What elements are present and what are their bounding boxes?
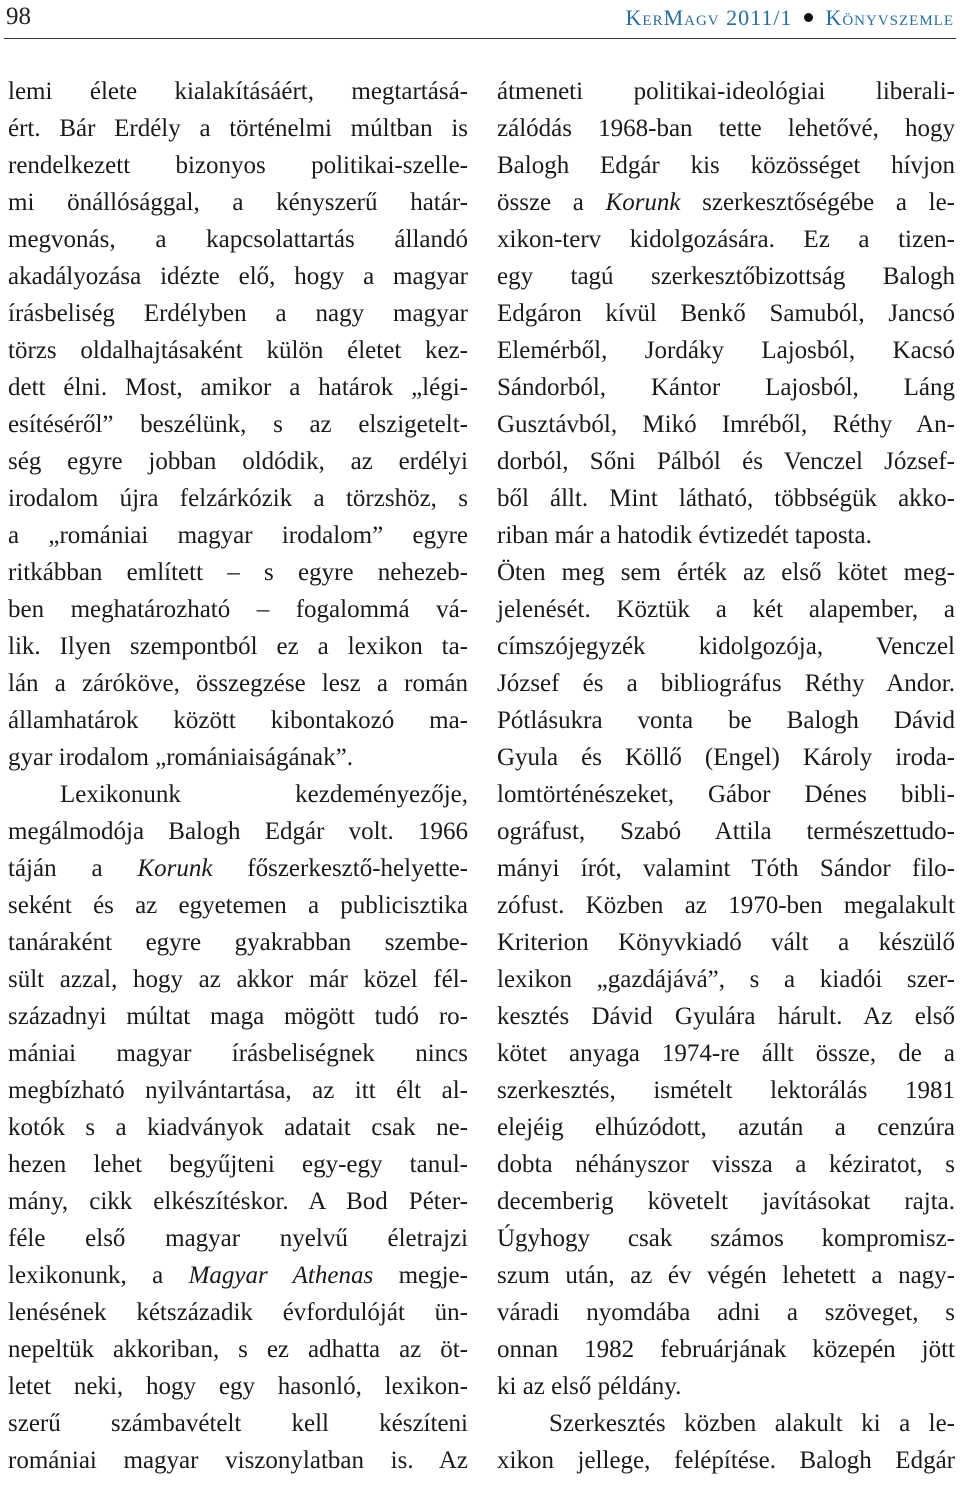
text-line: esítéséről” beszélünk, s az elszigetelt-: [8, 411, 468, 438]
text-run: főszerkesztő-helyette-: [212, 855, 469, 882]
text-line: féle első magyar nyelvű életrajzi: [8, 1225, 468, 1252]
text-line: nepeltük akkoriban, s ez adhatta az öt-: [8, 1336, 468, 1363]
italic-title: Magyar Athenas: [188, 1262, 374, 1289]
text-line: József és a bibliográfus Réthy Andor.: [497, 670, 955, 697]
text-line: akadályozása idézte elő, hogy a magyar: [8, 263, 468, 290]
text-line: mi önállósággal, a kényszerű határ-: [8, 189, 468, 216]
page-header: [6, 0, 954, 36]
text-line: ben meghatározható – fogalommá vá-: [8, 596, 468, 623]
text-line: ség egyre jobban oldódik, az erdélyi: [8, 448, 468, 475]
text-line: irodalom újra felzárkózik a törzshöz, s: [8, 485, 468, 512]
text-line: rendelkezett bizonyos politikai-szelle-: [8, 152, 468, 179]
text-line: Úgyhogy csak számos kompromisz-: [497, 1225, 955, 1252]
text-line: romániai magyar viszonylatban is. Az: [8, 1447, 468, 1474]
text-line: onnan 1982 februárjának közepén jött: [497, 1336, 955, 1363]
italic-title: Korunk: [137, 855, 213, 882]
text-line: letet neki, hogy egy hasonló, lexikon-: [8, 1373, 468, 1400]
text-line: mányi írót, valamint Tóth Sándor filo-: [497, 855, 955, 882]
text-line: szerű számbavételt kell készíteni: [8, 1410, 468, 1437]
text-run: össze a: [497, 189, 606, 216]
italic-title: Korunk: [605, 189, 681, 216]
text-line: dett élni. Most, amikor a határok „légi-: [8, 374, 468, 401]
text-line: átmeneti politikai-ideológiai liberali-: [497, 78, 955, 105]
text-run: táján a: [8, 855, 138, 882]
page-number: 98: [6, 3, 31, 30]
header-rule: [4, 38, 956, 39]
text-run: lexikonunk, a: [8, 1262, 189, 1289]
text-line: lomtörténészeket, Gábor Dénes bibli-: [497, 781, 955, 808]
journal-name: KerMagv 2011/1: [625, 5, 793, 30]
text-run: megje-: [373, 1262, 468, 1289]
text-line: államhatárok között kibontakozó ma-: [8, 707, 468, 734]
text-line: decemberig követelt javításokat rajta.: [497, 1188, 955, 1215]
text-line: [8, 1257, 468, 1294]
text-line: zálódás 1968-ban tette lehetővé, hogy: [497, 115, 955, 142]
section-name: Könyvszemle: [825, 5, 954, 30]
text-line: ből állt. Mint látható, többségük akko-: [497, 485, 955, 512]
text-line: szum után, az év végén lehetett a nagy-: [497, 1262, 955, 1289]
text-line: írásbeliség Erdélyben a nagy magyar: [8, 300, 468, 327]
text-line: megbízható nyilvántartása, az itt élt al-: [8, 1077, 468, 1104]
text-line: Edgáron kívül Benkő Samuból, Jancsó: [497, 300, 955, 327]
text-line: lexikon „gazdájává”, s a kiadói szer-: [497, 966, 955, 993]
text-line: lenésének kétszázadik évfordulóját ün-: [8, 1299, 468, 1326]
text-line: Elemérből, Jordáky Lajosból, Kacsó: [497, 337, 955, 364]
text-run: szerkesztőségébe a le-: [680, 189, 955, 216]
text-line: címszójegyzék kidolgozója, Venczel: [497, 633, 955, 660]
text-line: századnyi múltat maga mögött tudó ro-: [8, 1003, 468, 1030]
text-line: riban már a hatodik évtizedét taposta.: [497, 522, 872, 549]
text-line: kötet anyaga 1974-re állt össze, de a: [497, 1040, 955, 1067]
text-line: zófust. Közben az 1970-ben megalakult: [497, 892, 955, 919]
text-line: Öten meg sem érték az első kötet meg-: [497, 559, 955, 586]
left-text-column: [8, 73, 468, 1479]
running-head: [626, 4, 954, 32]
text-line: dobta néhányszor vissza a kéziratot, s: [497, 1151, 955, 1178]
text-line: ográfust, Szabó Attila természettudo-: [497, 818, 955, 845]
text-line: ki az első példány.: [497, 1373, 682, 1400]
text-line: megvonás, a kapcsolattartás állandó: [8, 226, 468, 253]
text-line: xikon-terv kidolgozására. Ez a tizen-: [497, 226, 955, 253]
text-line: Balogh Edgár kis közösséget hívjon: [497, 152, 955, 179]
text-line: Gusztávból, Mikó Imréből, Réthy An-: [497, 411, 955, 438]
text-line: szerkesztés, ismételt lektorálás 1981: [497, 1077, 955, 1104]
text-line: ért. Bár Erdély a történelmi múltban is: [8, 115, 468, 142]
text-line: Sándorból, Kántor Lajosból, Láng: [497, 374, 955, 401]
text-line: xikon jellege, felépítése. Balogh Edgár: [497, 1447, 955, 1474]
text-line: Kriterion Könyvkiadó vált a készülő: [497, 929, 955, 956]
text-line: sült azzal, hogy az akkor már közel fél-: [8, 966, 468, 993]
text-line: gyar irodalom „romániaiságának”.: [8, 744, 353, 771]
text-line: egy tagú szerkesztőbizottság Balogh: [497, 263, 955, 290]
text-line: lik. Ilyen szempontból ez a lexikon ta-: [8, 633, 468, 660]
text-line: váradi nyomdába adni a szöveget, s: [497, 1299, 955, 1326]
text-line: mániai magyar írásbeliségnek nincs: [8, 1040, 468, 1067]
text-line: lemi élete kialakításáért, megtartásá-: [8, 78, 468, 105]
text-line: elejéig elhúzódott, azután a cenzúra: [497, 1114, 955, 1141]
text-line: megálmodója Balogh Edgár volt. 1966: [8, 818, 468, 845]
text-line: kotók s a kiadványok adatait csak ne-: [8, 1114, 468, 1141]
text-line: Gyula és Köllő (Engel) Károly iroda-: [497, 744, 955, 771]
text-line: Pótlásukra vonta be Balogh Dávid: [497, 707, 955, 734]
bullet-separator: [804, 13, 813, 22]
text-line: [497, 184, 955, 221]
text-line: kesztés Dávid Gyulára hárult. Az első: [497, 1003, 955, 1030]
text-line: lán a záróköve, összegzése lesz a román: [8, 670, 468, 697]
text-line: mány, cikk elkészítéskor. A Bod Péter-: [8, 1188, 468, 1215]
text-line: tanáraként egyre gyakrabban szembe-: [8, 929, 468, 956]
right-text-column: [497, 73, 955, 1479]
text-line: jelenését. Köztük a két alapember, a: [497, 596, 955, 623]
text-line: törzs oldalhajtásaként külön életet kez-: [8, 337, 468, 364]
text-line: seként és az egyetemen a publicisztika: [8, 892, 468, 919]
text-line: Szerkesztés közben alakult ki a le-: [549, 1410, 955, 1437]
text-line: hezen lehet begyűjteni egy-egy tanul-: [8, 1151, 468, 1178]
text-line: a „romániai magyar irodalom” egyre: [8, 522, 468, 549]
text-line: dorból, Sőni Pálból és Venczel József-: [497, 448, 955, 475]
text-line: ritkábban említett – s egyre nehezeb-: [8, 559, 468, 586]
text-line: Lexikonunk kezdeményezője,: [60, 781, 468, 808]
text-line: [8, 850, 468, 887]
